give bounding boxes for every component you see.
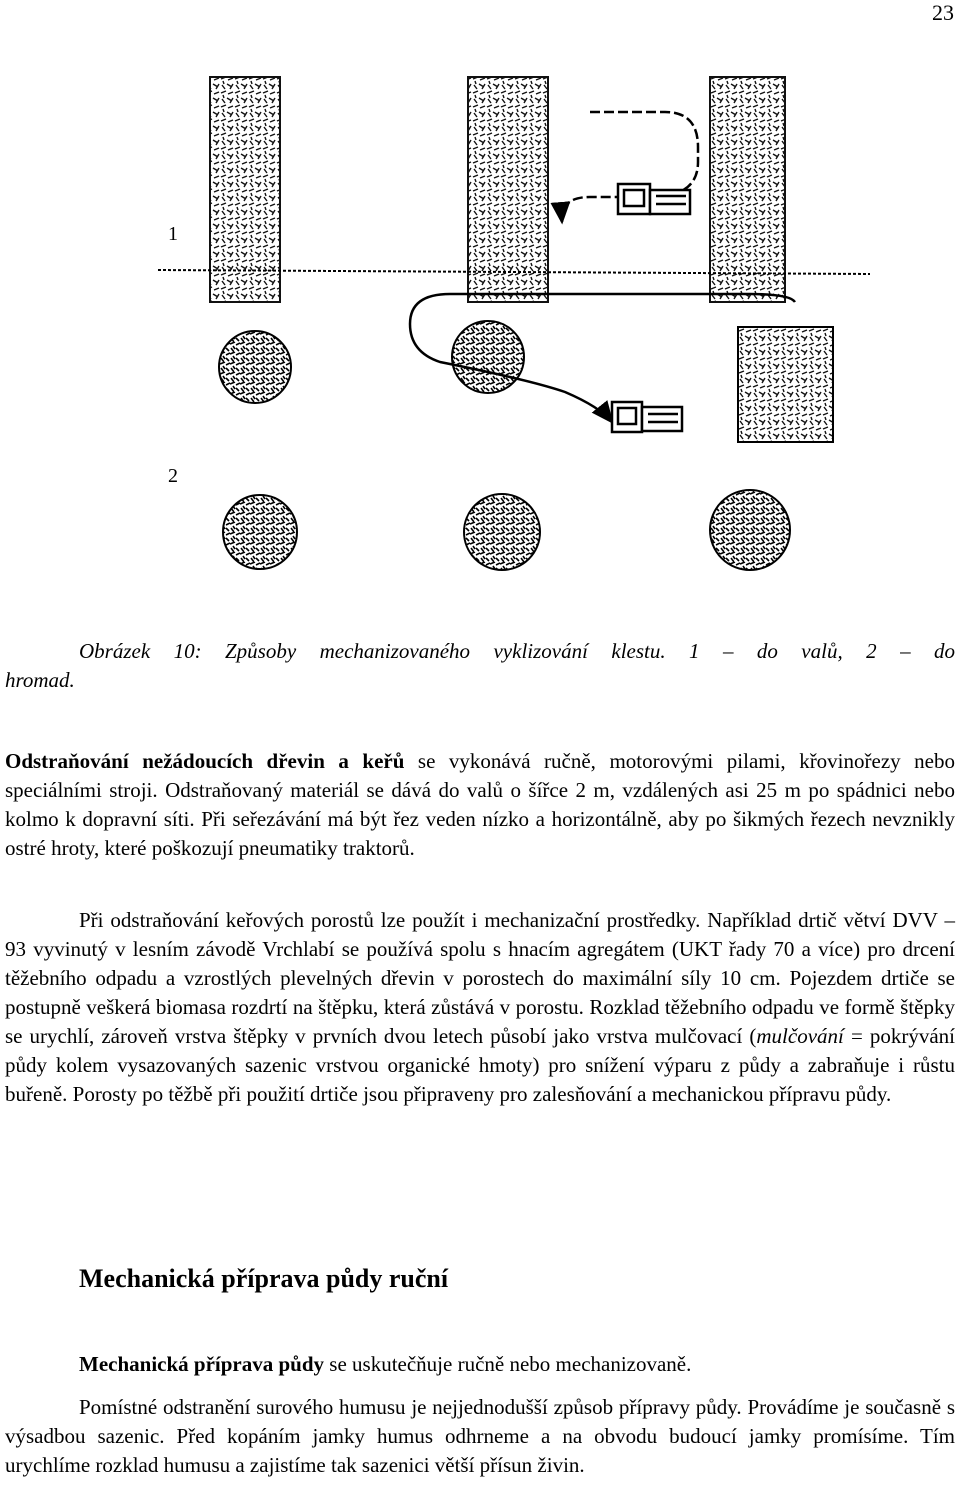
- figure-caption: [5, 637, 955, 695]
- paragraph-shrub-removal: [5, 747, 955, 863]
- paragraph1-text: se vykonává ručně, motorovými pilami, křovinořezy nebo speciálními stroji. Odstraňovaný materiál se dává do valů o šířce 2 m, vzdálených asi 25 m po spádnici nebo kolmo k dopravní síti. Při seřezávání má být řez veden nízko a horizontálně, aby po šikmých řezech nevznikly ostré hroty, které poškozují pneumatiky traktorů.: [5, 749, 955, 860]
- paragraph3-bold-lead: Mechanická příprava půdy: [79, 1352, 325, 1376]
- figure-illustration: [150, 62, 875, 622]
- tractor-icon-2: [612, 402, 682, 432]
- heap-row1-left: [219, 331, 291, 403]
- paragraph-humus-removal: Pomístné odstranění surového humusu je nejjednodušší způsob přípravy půdy. Provádíme je současně s výsadbou sazenic. Před kopáním jamky humus odhrneme a na obvodu budoucí jamky promísíme. Tím urychlíme rozklad humusu a zajistíme tak sazenici větší přísun živin.: [5, 1395, 955, 1477]
- tractor-icon-1: [618, 184, 690, 214]
- windrow-right: [710, 77, 785, 302]
- paragraph3-text: se uskutečňuje ručně nebo mechanizovaně.: [324, 1352, 692, 1376]
- windrow-middle: [468, 77, 548, 302]
- heap-row1-middle: [452, 321, 524, 393]
- windrow-left: [210, 77, 280, 302]
- caption-line-1: Obrázek 10: Způsoby mechanizovaného vyklizování klestu. 1 – do valů, 2 – do: [79, 639, 955, 663]
- caption-line-2: hromad.: [5, 668, 75, 692]
- page-number: 23: [932, 0, 954, 25]
- paragraph-mechanization: [5, 906, 955, 1109]
- paragraph2-text-b: = pokrývání půdy kolem vysazovaných sazenic vrstvou organické hmoty) pro snížení výparu z půdy a zabraňuje i růstu buřeně. Porosty po těžbě při použití drtiče jsou připraveny pro zalesňování a mechanickou přípravu půdy.: [5, 1024, 955, 1106]
- paragraph2-italic-term: mulčování: [756, 1024, 844, 1048]
- paragraph1-bold-lead: Odstraňování nežádoucích dřevin a keřů: [5, 749, 405, 773]
- figure-label-1: 1: [168, 223, 178, 245]
- heap-row1-right-windrow: [738, 327, 833, 442]
- figure-label-2: 2: [168, 465, 178, 487]
- heap-row2-right: [710, 490, 790, 570]
- paragraph-mechanical-prep: [5, 1350, 955, 1379]
- section-heading: Mechanická příprava půdy ruční: [79, 1264, 449, 1293]
- paragraph2-text-a: Při odstraňování keřových porostů lze použít i mechanizační prostředky. Například drtič větví DVV – 93 vyvinutý v lesním závodě Vrchlabí se používá spolu s hnacím agregátem (UKT řady 70 a více) pro drcení těžebního odpadu a vzrostlých plevelných dřevin v porostech do maximální síly 10 cm. Pojezdem drtiče se postupně veškerá biomasa rozdrtí na štěpku, která zůstává v porostu. Rozklad těžebního odpadu ve formě štěpky se urychlí, zároveň vrstva štěpky v prvních dvou letech působí jako vrstva mulčovací (: [5, 908, 955, 1048]
- heap-row2-left: [223, 495, 297, 569]
- heap-row2-middle: [464, 494, 540, 570]
- figure-slash-removal: [150, 62, 875, 622]
